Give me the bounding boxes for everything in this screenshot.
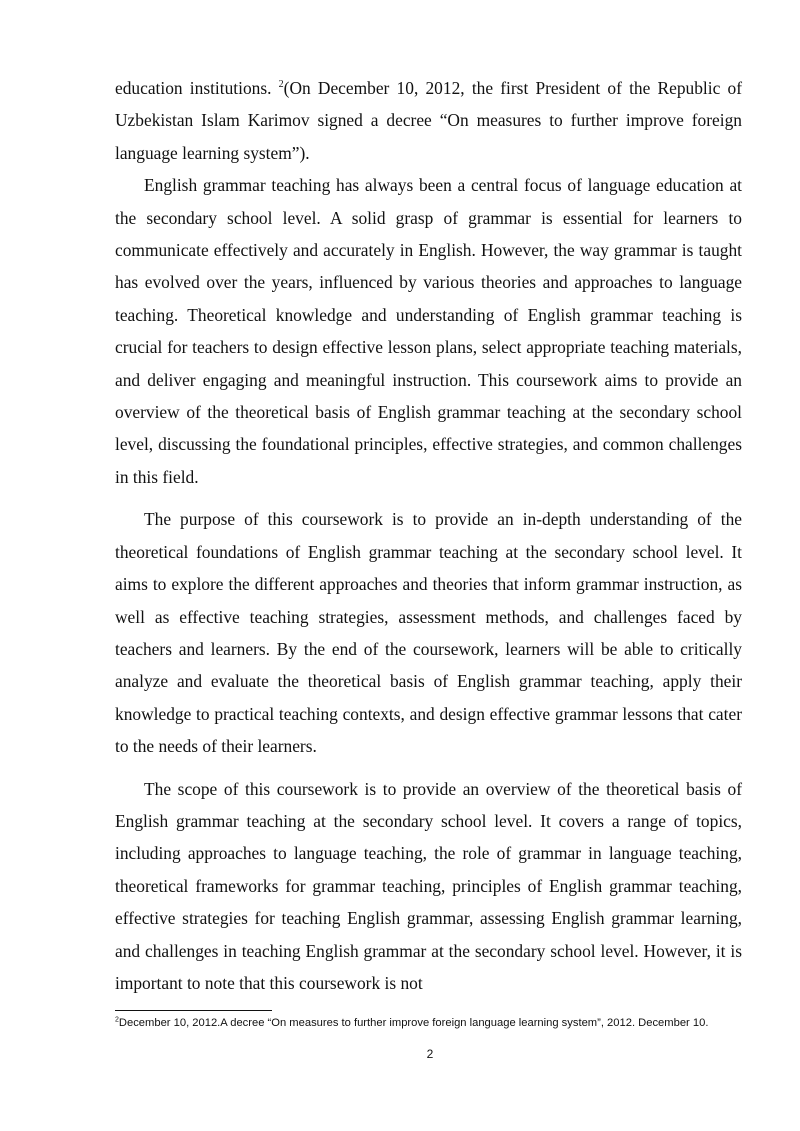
footnote [115, 1016, 755, 1032]
body-text [115, 72, 742, 999]
page-number: 2 [426, 1047, 434, 1061]
paragraph-overview: English grammar teaching has always been a central focus of language education at the secondary school level. A solid grasp of grammar is essential for learners to communicate effectively and accurately in English. However, the way grammar is taught has evolved over the years, influenced by various theories and approaches to language teaching. Theoretical knowledge and understanding of English grammar teaching is crucial for teachers to design effective lesson plans, select appropriate teaching materials, and deliver engaging and meaningful instruction. This coursework aims to provide an overview of the theoretical basis of English grammar teaching at the secondary school level, discussing the foundational principles, effective strategies, and common challenges in this field. [115, 175, 742, 487]
intro-continuation: (On December 10, 2012, the first President of the Republic of Uzbekistan Islam Karimov signed a decree “On measures to further improve foreign language learning system”). [115, 78, 742, 163]
paragraph-purpose: The purpose of this coursework is to provide an in-depth understanding of the theoretical foundations of English grammar teaching at the secondary school level. It aims to explore the different approaches and theories that inform grammar instruction, as well as effective teaching strategies, assessment methods, and challenges faced by teachers and learners. By the end of the coursework, learners will be able to critically analyze and evaluate the theoretical basis of English grammar teaching, apply their knowledge to practical teaching contexts, and design effective grammar lessons that cater to the needs of their learners. [115, 509, 742, 757]
paragraph-scope: The scope of this coursework is to provide an overview of the theoretical basis of English grammar teaching at the secondary school level. It covers a range of topics, including approaches to language teaching, the role of grammar in language teaching, theoretical frameworks for grammar teaching, principles of English grammar teaching, effective strategies for teaching English grammar, assessing English grammar learning, and challenges in teaching English grammar at the secondary school level. However, it is important to note that this coursework is not [115, 778, 742, 993]
footnote-separator [115, 1010, 272, 1011]
intro-text: education institutions. [115, 78, 279, 98]
footnote-text: December 10, 2012.A decree “On measures to further improve foreign language learning system”, 2012. December 10. [118, 1017, 709, 1029]
footnote-reference[interactable]: 2 [278, 79, 284, 91]
footnote-marker: 2 [115, 1016, 119, 1024]
intro-paragraph [115, 72, 742, 169]
